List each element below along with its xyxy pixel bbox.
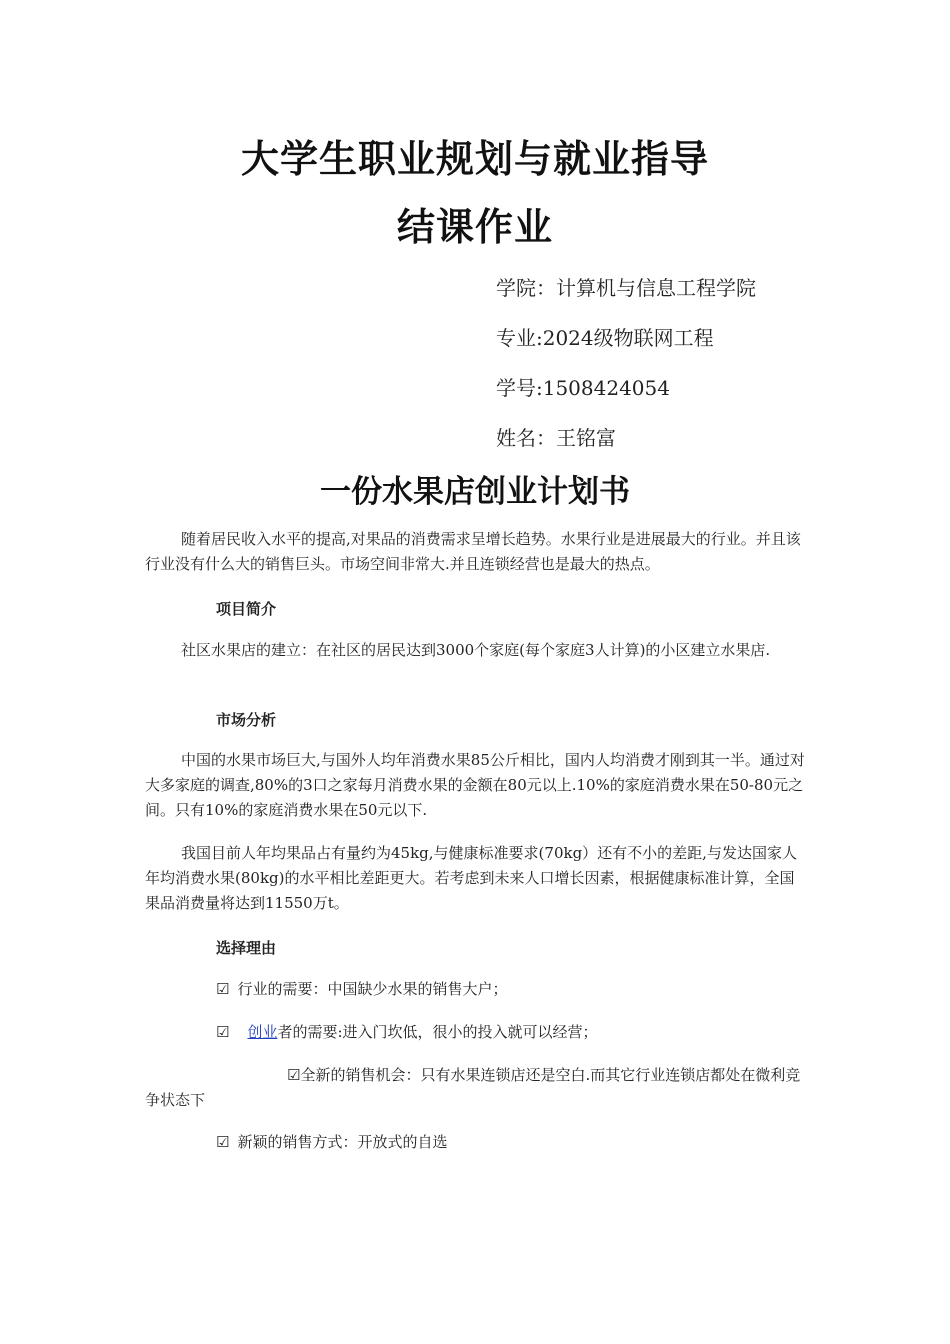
- document-title: 一份水果店创业计划书: [320, 474, 630, 510]
- market-analysis-paragraph-1: 中国的水果市场巨大,与国外人均年消费水果85公斤相比，国内人均消费才刚到其一半。通过对大多家庭的调查,80%的3口之家每月消费水果的金额在80元以上.10%的家庭消费水果在50-80元之间。只有10%的家庭消费水果在50元以下.: [145, 751, 805, 819]
- reason-item-4: [216, 1130, 447, 1155]
- checkbox-checked-icon: ☑: [216, 980, 230, 998]
- intro-paragraph: 随着居民收入水平的提高,对果品的消费需求呈增长趋势。水果行业是进展最大的行业。并且该行业没有什么大的销售巨头。市场空间非常大.并且连锁经营也是最大的热点。: [145, 530, 801, 573]
- reason-text-4: 新颖的销售方式：开放式的自选: [237, 1133, 448, 1151]
- cover-title: 大学生职业规划与就业指导: [240, 137, 709, 181]
- student-id-field: 学号:1508424054: [496, 376, 670, 400]
- market-analysis-paragraph-2: 我国目前人年均果品占有量约为45kg,与健康标准要求(70kg）还有不小的差距,与发达国家人年均消费水果(80kg)的水平相比差距更大。若考虑到未来人口增长因素，根据健康标准计算，全国果品消费量将达到11550万t。: [145, 844, 797, 912]
- college-field: 学院：计算机与信息工程学院: [496, 276, 756, 300]
- reason-item-3: [145, 1063, 805, 1113]
- major-field: 专业:2024级物联网工程: [496, 326, 714, 350]
- section-heading-reasons: 选择理由: [216, 939, 277, 957]
- reason-text-3: 全新的销售机会：只有水果连锁店还是空白.而其它行业连锁店都处在微利竞争状态下: [145, 1066, 801, 1109]
- student-name-field: 姓名：王铭富: [496, 426, 616, 450]
- project-intro-paragraph: 社区水果店的建立：在社区的居民达到3000个家庭(每个家庭3人计算)的小区建立水果店.: [181, 641, 771, 659]
- checkbox-checked-icon: ☑: [287, 1066, 301, 1084]
- reason-text-1: 行业的需要：中国缺少水果的销售大户；: [237, 980, 508, 998]
- reason-text-2: 者的需要:进入门坎低，很小的投入就可以经营；: [277, 1023, 598, 1041]
- section-heading-market-analysis: 市场分析: [216, 711, 277, 729]
- entrepreneurship-link[interactable]: 创业: [247, 1023, 278, 1041]
- checkbox-checked-icon: ☑: [216, 1133, 230, 1151]
- reason-item-1: [216, 977, 507, 1002]
- reason-item-2: [216, 1020, 598, 1045]
- checkbox-checked-icon: ☑: [216, 1023, 230, 1041]
- cover-subtitle: 结课作业: [396, 205, 553, 249]
- section-heading-project-intro: 项目简介: [216, 600, 277, 618]
